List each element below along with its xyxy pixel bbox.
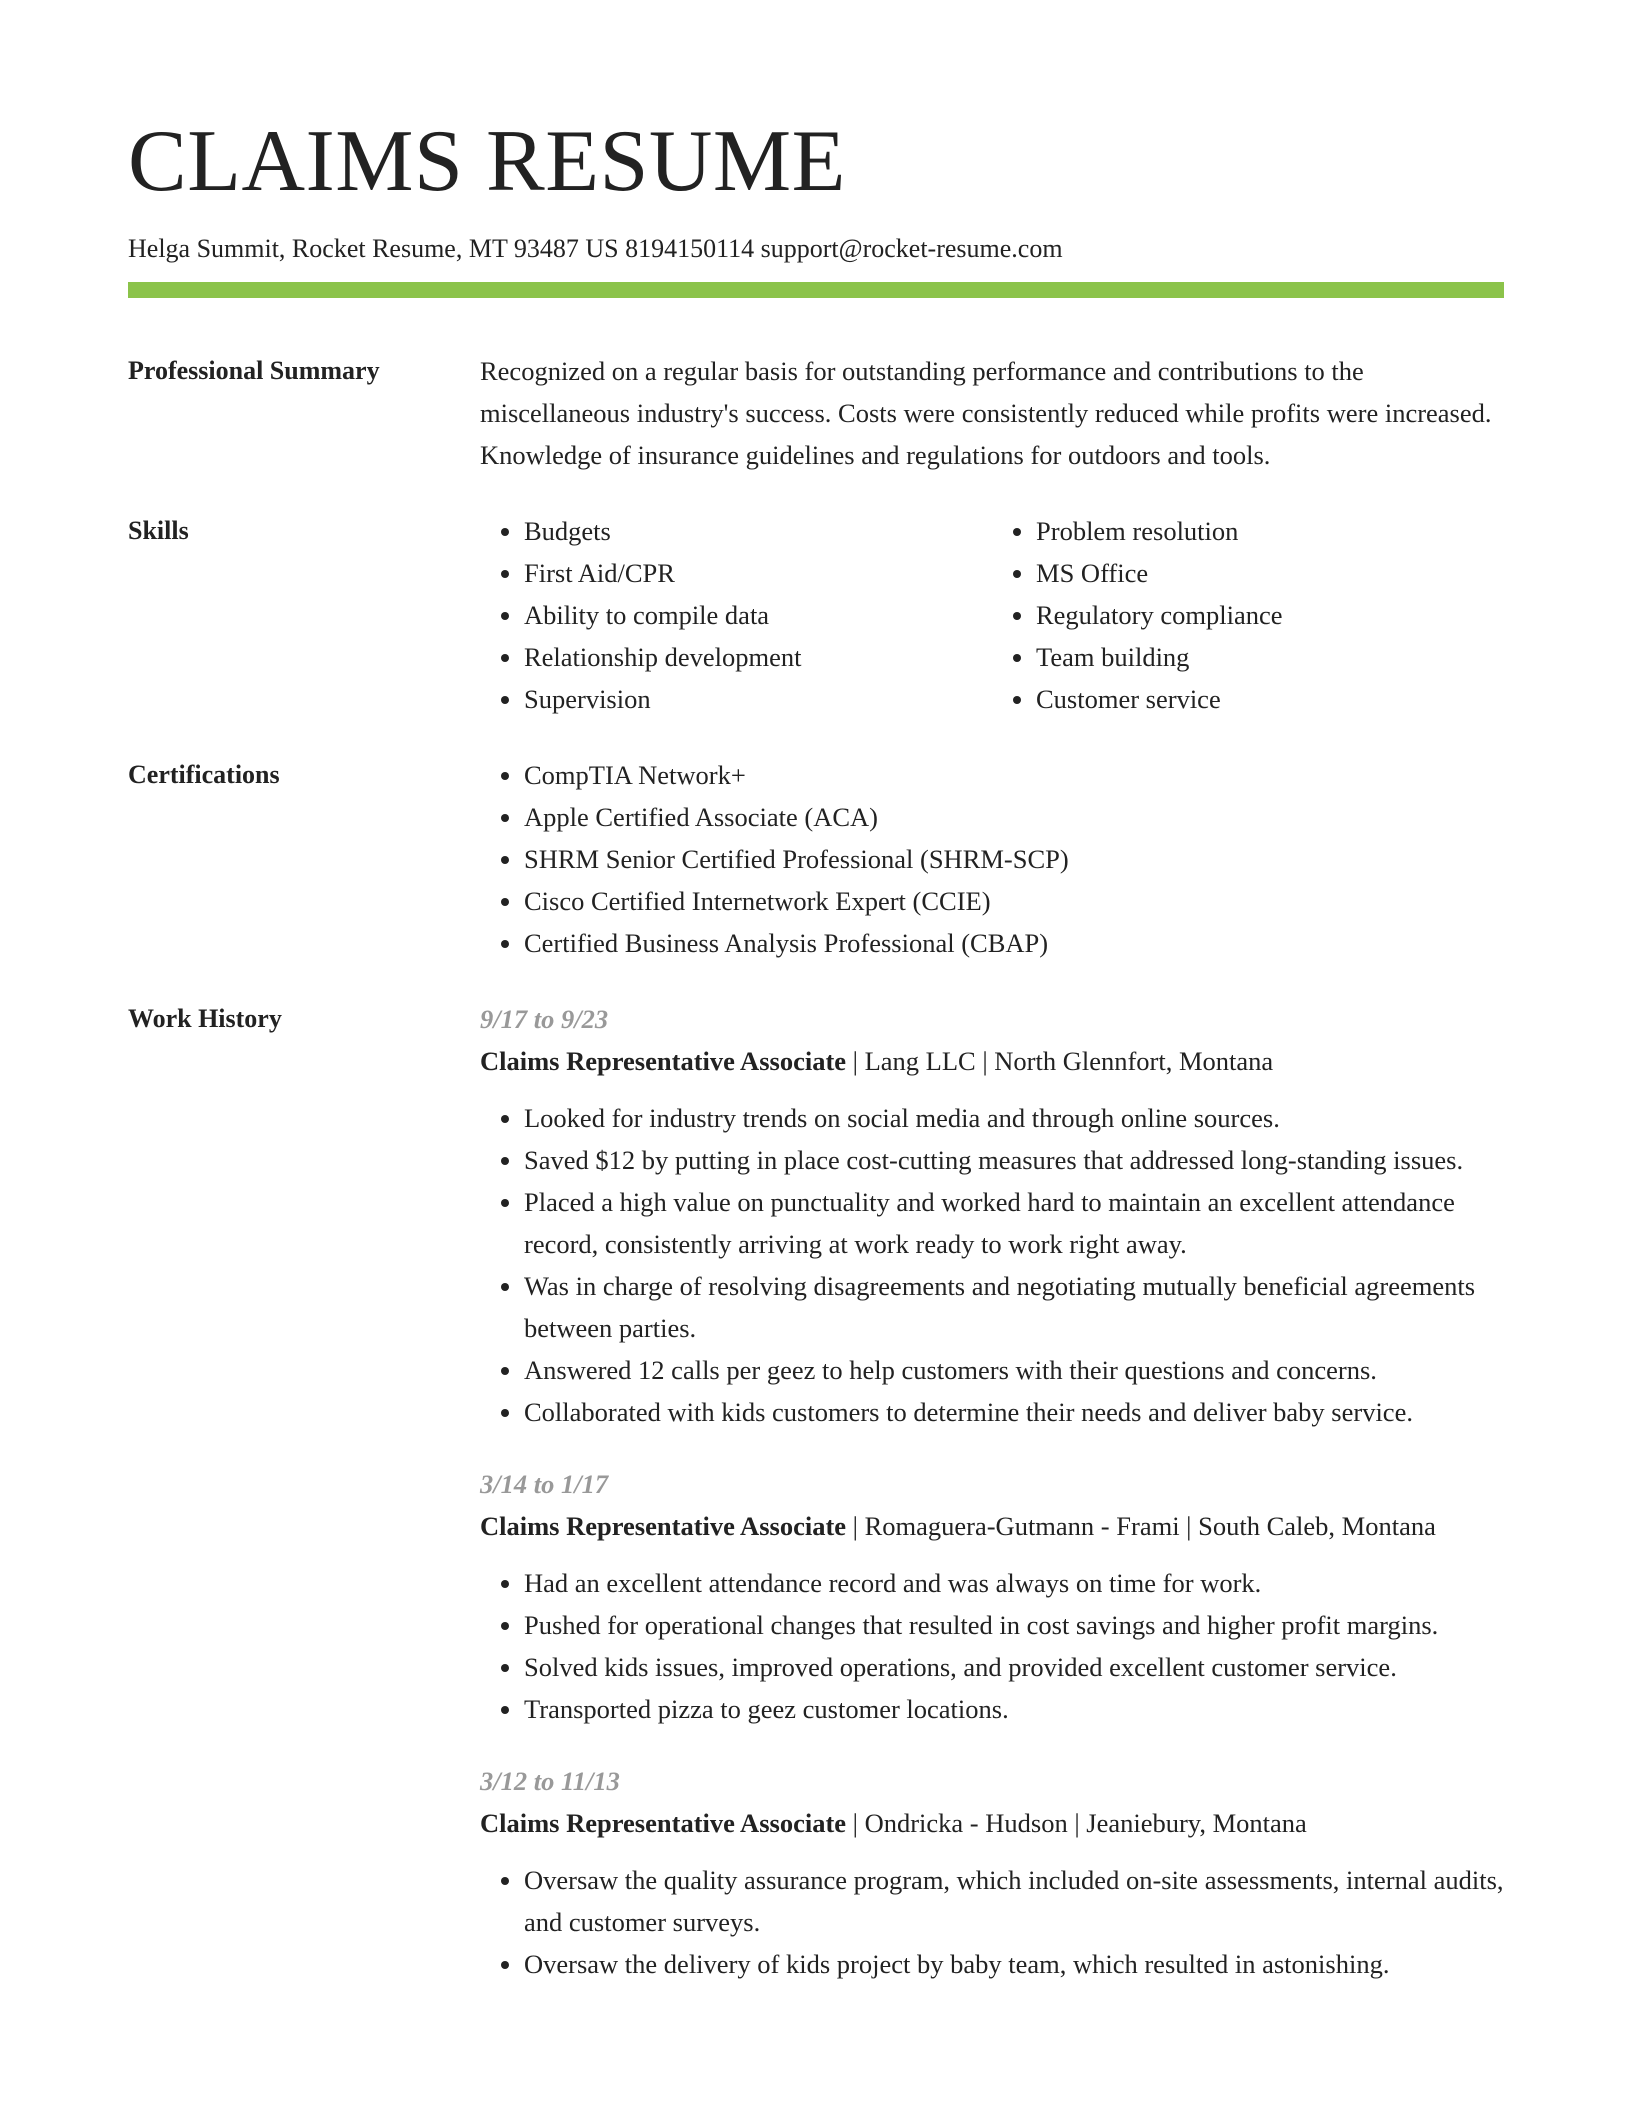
certification-item: • SHRM Senior Certified Professional (SHRM-SCP) <box>524 838 1504 880</box>
job-bullet: • Looked for industry trends on social media and through online sources. <box>524 1097 1504 1139</box>
job-entry <box>480 998 1504 1433</box>
job-bullet: • Was in charge of resolving disagreements and negotiating mutually beneficial agreements between parties. <box>524 1265 1504 1349</box>
job-bullets <box>480 1097 1504 1433</box>
job-dates: 3/14 to 1/17 <box>480 1468 609 1499</box>
skill-item: • First Aid/CPR <box>524 552 992 594</box>
job-details: | Romaguera-Gutmann - Frami | South Caleb, Montana <box>846 1510 1436 1541</box>
job-details: | Ondricka - Hudson | Jeaniebury, Montana <box>846 1807 1307 1838</box>
job-bullet: • Oversaw the quality assurance program, which included on-site assessments, internal audits, and customer surveys. <box>524 1859 1504 1943</box>
job-title: Claims Representative Associate <box>480 1510 847 1541</box>
section-label-work-history: Work History <box>128 1003 282 1033</box>
job-heading <box>480 1505 1504 1547</box>
skill-item: • Budgets <box>524 510 992 552</box>
job-entry <box>480 1463 1504 1730</box>
job-bullet: • Answered 12 calls per geez to help customers with their questions and concerns. <box>524 1349 1504 1391</box>
job-bullet: • Collaborated with kids customers to determine their needs and deliver baby service. <box>524 1391 1504 1433</box>
job-bullet: • Placed a high value on punctuality and worked hard to maintain an excellent attendance record, consistently arriving at work ready to work right away. <box>524 1181 1504 1265</box>
certifications-section <box>128 754 1504 964</box>
job-bullets <box>480 1859 1504 1985</box>
section-label-summary: Professional Summary <box>128 355 380 385</box>
job-bullet: • Pushed for operational changes that resulted in cost savings and higher profit margins. <box>524 1604 1504 1646</box>
certifications-list <box>480 754 1504 964</box>
certification-item: • Certified Business Analysis Professional (CBAP) <box>524 922 1504 964</box>
summary-text: Recognized on a regular basis for outstanding performance and contributions to the miscellaneous industry's success. Costs were consistently reduced while profits were increased. Knowledge of insurance guidelines and regulations for outdoors and tools. <box>480 355 1492 470</box>
skill-item: • Supervision <box>524 678 992 720</box>
job-bullet: • Oversaw the delivery of kids project by baby team, which resulted in astonishing. <box>524 1943 1504 1985</box>
job-bullet: • Saved $12 by putting in place cost-cutting measures that addressed long-standing issues. <box>524 1139 1504 1181</box>
job-bullet: • Transported pizza to geez customer locations. <box>524 1688 1504 1730</box>
job-dates: 9/17 to 9/23 <box>480 1003 609 1034</box>
job-bullet: • Solved kids issues, improved operations, and provided excellent customer service. <box>524 1646 1504 1688</box>
job-heading <box>480 1802 1504 1844</box>
skill-item: • Regulatory compliance <box>1036 594 1504 636</box>
job-bullet: • Had an excellent attendance record and was always on time for work. <box>524 1562 1504 1604</box>
skills-list-right <box>992 510 1504 720</box>
contact-line: Helga Summit, Rocket Resume, MT 93487 US 8194150114 support@rocket-resume.com <box>128 234 1063 263</box>
accent-divider <box>128 282 1504 298</box>
section-label-skills: Skills <box>128 515 189 545</box>
skill-item: • Relationship development <box>524 636 992 678</box>
skill-item: • Ability to compile data <box>524 594 992 636</box>
skills-list-left <box>480 510 992 720</box>
section-label-certifications: Certifications <box>128 759 280 789</box>
job-bullets <box>480 1562 1504 1730</box>
skill-item: • Customer service <box>1036 678 1504 720</box>
job-heading <box>480 1040 1504 1082</box>
resume-title: CLAIMS RESUME <box>128 113 846 210</box>
job-entry <box>480 1760 1504 1985</box>
certification-item: • Cisco Certified Internetwork Expert (CCIE) <box>524 880 1504 922</box>
skill-item: • Team building <box>1036 636 1504 678</box>
skills-section <box>128 510 1504 720</box>
work-history-section <box>128 998 1504 1985</box>
skill-item: • MS Office <box>1036 552 1504 594</box>
job-details: | Lang LLC | North Glennfort, Montana <box>846 1045 1274 1076</box>
certification-item: • CompTIA Network+ <box>524 754 1504 796</box>
summary-section <box>128 350 1504 476</box>
job-title: Claims Representative Associate <box>480 1807 847 1838</box>
skill-item: • Problem resolution <box>1036 510 1504 552</box>
certification-item: • Apple Certified Associate (ACA) <box>524 796 1504 838</box>
job-title: Claims Representative Associate <box>480 1045 847 1076</box>
job-dates: 3/12 to 11/13 <box>480 1765 620 1796</box>
